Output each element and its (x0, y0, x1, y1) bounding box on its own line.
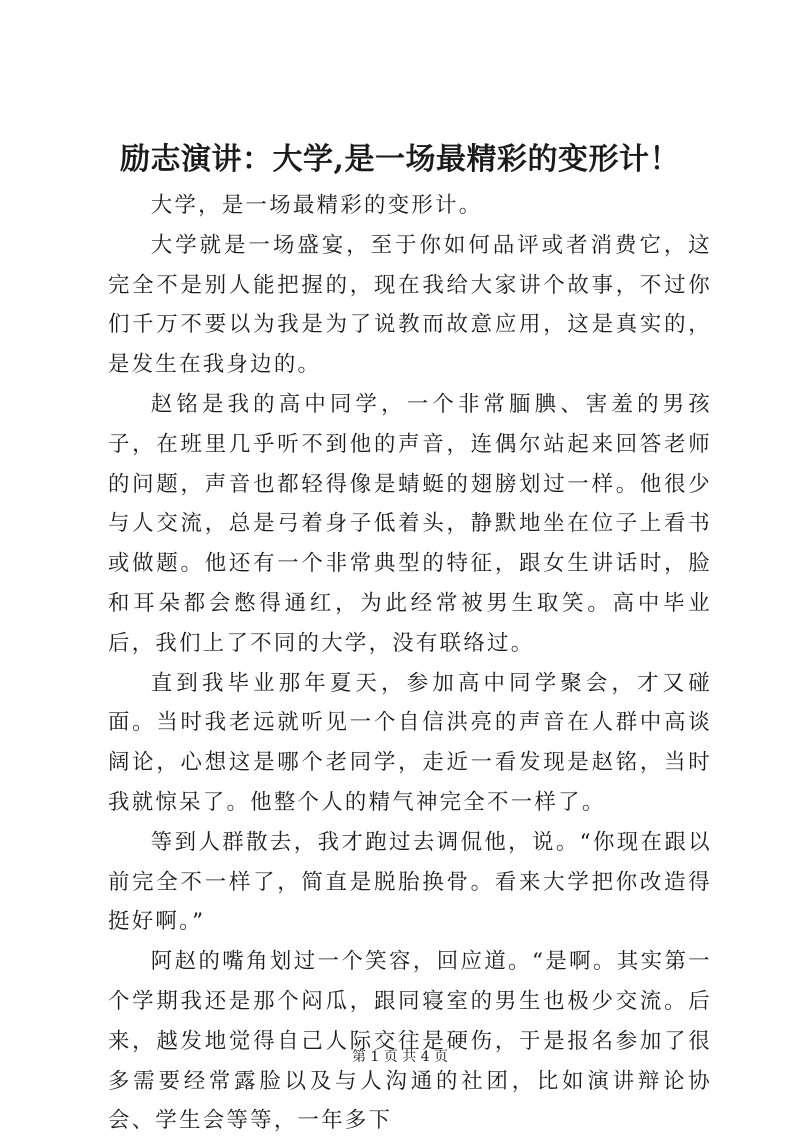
page-footer: 第 1 页 共 4 页 (351, 1049, 449, 1065)
document-body (108, 186, 712, 1141)
paragraph: 阿赵的嘴角划过一个笑容，回应道。“是啊。其实第一个学期我还是那个闷瓜，跟同寝室的男生也极少交流。后来，越发地觉得自己人际交往是硬伤，于是报名参加了很多需要经常露脸以及与人沟通的社团，比如演讲辩论协会、学生会等等，一年多下 (108, 949, 712, 1134)
document-title: 励志演讲：大学,是一场最精彩的变形计！ (120, 142, 680, 177)
paragraph: 等到人群散去，我才跑过去调侃他，说。“你现在跟以前完全不一样了，简直是脱胎换骨。看来大学把你改造得挺好啊。” (108, 829, 712, 935)
paragraph: 大学，是一场最精彩的变形计。 (150, 193, 483, 218)
paragraph: 直到我毕业那年夏天，参加高中同学聚会，才又碰面。当时我老远就听见一个自信洪亮的声音在人群中高谈阔论，心想这是哪个老同学，走近一看发现是赵铭，当时我就惊呆了。他整个人的精气神完全不一样了。 (108, 670, 712, 815)
paragraph: 赵铭是我的高中同学，一个非常腼腆、害羞的男孩子，在班里几乎听不到他的声音，连偶尔站起来回答老师的问题，声音也都轻得像是蜻蜓的翅膀划过一样。他很少与人交流，总是弓着身子低着头，静默地坐在位子上看书或做题。他还有一个非常典型的特征，跟女生讲话时，脸和耳朵都会憋得通红，为此经常被男生取笑。高中毕业后，我们上了不同的大学，没有联络过。 (108, 391, 712, 656)
paragraph: 大学就是一场盛宴，至于你如何品评或者消费它，这完全不是别人能把握的，现在我给大家讲个故事，不过你们千万不要以为我是为了说教而故意应用，这是真实的，是发生在我身边的。 (108, 232, 712, 378)
